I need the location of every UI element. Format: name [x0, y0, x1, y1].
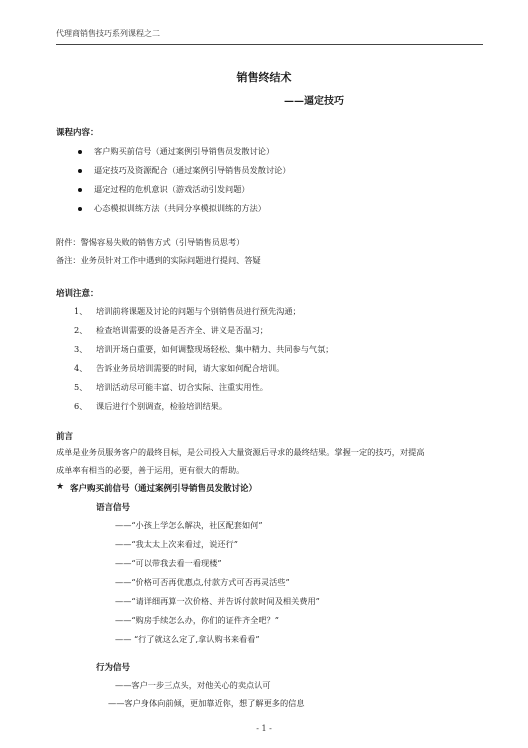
header-rule — [56, 44, 483, 45]
training-item: 培训开场白重要，如何调整现场轻松、集中精力、共同参与气氛； — [96, 344, 334, 354]
training-item: 培训活动尽可能丰富、切合实际、注重实用性。 — [96, 382, 268, 392]
training-item: 培训前将课题及讨论的问题与个别销售员进行预先沟通； — [96, 306, 301, 316]
training-item: 课后进行个别调查，检验培训结果。 — [96, 401, 228, 411]
list-number: 2、 — [74, 325, 88, 335]
course-item: 客户购买前信号（通过案例引导销售员发散讨论） — [94, 146, 275, 156]
language-signal-item: ——“可以带我去看一看现楼” — [115, 558, 222, 568]
course-heading: 课程内容： — [56, 128, 99, 138]
bullet-icon — [78, 169, 82, 173]
behavior-signal-item: ——客户身体向前倾，更加靠近你，想了解更多的信息 — [108, 698, 305, 708]
behavior-signal-item: ——客户一步三点头，对他关心的卖点认可 — [115, 680, 271, 690]
course-item: 逼定过程的危机意识（游戏活动引发问题） — [94, 184, 250, 194]
appendix-line: 附件：警惕容易失败的销售方式（引导销售员思考） — [56, 237, 245, 247]
list-number: 5、 — [74, 382, 88, 392]
page-number: - 1 - — [256, 724, 272, 733]
list-number: 3、 — [74, 344, 88, 354]
language-signal-item: ——“我太太上次来看过，说还行” — [115, 539, 238, 549]
behavior-signal-heading: 行为信号 — [96, 663, 131, 673]
course-item: 心态模拟训练方法（共同分享模拟训练的方法） — [94, 203, 266, 213]
training-heading: 培训注意： — [56, 289, 99, 299]
running-header: 代理商销售技巧系列课程之二 — [56, 29, 160, 38]
preface-heading: 前言 — [56, 432, 74, 442]
language-signal-item: —— “行了就这么定了,拿认购书来看看” — [115, 634, 260, 644]
preface-line: 成单率有相当的必要，善于运用，更有很大的帮助。 — [56, 465, 245, 475]
note-line: 备注：业务员针对工作中遇到的实际问题进行提问、答疑 — [56, 255, 261, 265]
training-item: 检查培训需要的设备是否齐全、讲义是否温习； — [96, 325, 268, 335]
language-signal-item: ——“购房手续怎么办，你们的证件齐全吧？” — [115, 615, 279, 625]
list-number: 4、 — [74, 363, 88, 373]
document-subtitle: ——逼定技巧 — [284, 96, 344, 107]
list-number: 1、 — [74, 306, 88, 316]
language-signal-item: ——“小孩上学怎么解决，社区配套如何” — [115, 520, 263, 530]
bullet-icon — [78, 150, 82, 154]
course-item: 逼定技巧及资源配合（通过案例引导销售员发散讨论） — [94, 165, 291, 175]
training-item: 告诉业务员培训需要的时间，请大家如何配合培训。 — [96, 363, 285, 373]
language-signal-heading: 语言信号 — [96, 503, 131, 513]
bullet-icon — [78, 207, 82, 211]
language-signal-item: ——“价格可否再优惠点,付款方式可否再灵活些” — [115, 577, 290, 587]
preface-line: 成单是业务员服务客户的最终目标，是公司投入大量资源后寻求的最终结果。掌握一定的技巧，对提高 — [56, 447, 425, 457]
section-title: 客户购买前信号（通过案例引导销售员发散讨论） — [70, 484, 258, 494]
bullet-icon — [78, 188, 82, 192]
star-icon: ★ — [56, 482, 65, 492]
document-title: 销售终结术 — [236, 71, 292, 84]
list-number: 6、 — [74, 401, 88, 411]
language-signal-item: ——“请详细再算一次价格、并告诉付款时间及相关费用” — [115, 596, 320, 606]
